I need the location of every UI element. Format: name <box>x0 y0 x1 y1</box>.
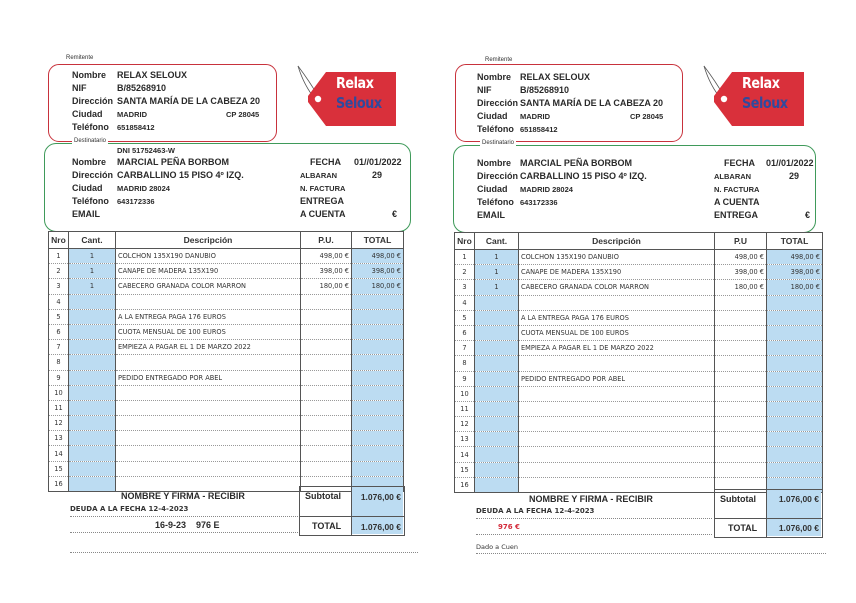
row-number: 14 <box>49 446 69 461</box>
logo-text-seloux: Seloux <box>742 94 788 112</box>
col-header-cant: Cant. <box>69 232 116 249</box>
firma-label: NOMBRE Y FIRMA - RECIBIR <box>121 491 245 501</box>
description-cell <box>519 356 715 371</box>
table-row <box>455 371 823 386</box>
description-cell: CABECERO GRANADA COLOR MARRON <box>519 280 715 295</box>
line-total-cell <box>767 356 823 371</box>
total-label: TOTAL <box>728 523 758 533</box>
destinatario-telefono: 643172336 <box>520 198 558 207</box>
unit-price-cell <box>715 447 767 462</box>
line-total-cell <box>767 341 823 356</box>
table-row <box>455 265 823 280</box>
handwritten-note: 976 € <box>498 523 520 531</box>
table-row <box>455 310 823 325</box>
remitente-ciudad-label: Ciudad <box>72 109 103 119</box>
row-number: 2 <box>49 264 69 279</box>
destinatario-telefono-label: Teléfono <box>477 197 514 207</box>
description-cell: COLCHON 135X190 DANUBIO <box>519 250 715 265</box>
unit-price-cell <box>715 356 767 371</box>
row-number: 9 <box>455 371 475 386</box>
row-number: 2 <box>455 265 475 280</box>
table-row <box>455 341 823 356</box>
table-row <box>455 432 823 447</box>
remitente-telefono-label: Teléfono <box>72 122 109 132</box>
remitente-nif: B/85268910 <box>520 85 570 95</box>
line-total-cell <box>767 310 823 325</box>
quantity-cell: 1 <box>475 280 519 295</box>
items-table <box>454 232 823 493</box>
remitente-direccion: SANTA MARÍA DE LA CABEZA 20 <box>117 96 261 106</box>
destinatario-direccion: CARBALLINO 15 PISO 4º IZQ. <box>520 171 647 181</box>
fecha-label: FECHA <box>724 158 755 168</box>
row-number: 12 <box>455 417 475 432</box>
remitente-nombre-label: Nombre <box>477 72 512 82</box>
remitente-ciudad: MADRID <box>520 112 550 121</box>
line-total-cell <box>767 371 823 386</box>
row-number: 4 <box>49 294 69 309</box>
row-number: 15 <box>455 462 475 477</box>
row-number: 10 <box>455 386 475 401</box>
unit-price-cell: 180,00 € <box>301 279 352 294</box>
remitente-nombre: RELAX SELOUX <box>117 70 188 80</box>
destinatario-email-label: EMAIL <box>477 210 505 220</box>
destinatario-ciudad-label: Ciudad <box>477 184 508 194</box>
destinatario-dni: DNI 51752463-W <box>117 146 175 155</box>
description-cell <box>519 462 715 477</box>
row-number: 8 <box>49 355 69 370</box>
line-total-cell <box>767 401 823 416</box>
fecha-label: FECHA <box>310 157 341 167</box>
description-cell: CABECERO GRANADA COLOR MARRON <box>116 279 301 294</box>
fecha-value: 01//01/2022 <box>354 157 402 167</box>
col-header-pu: P.U <box>715 233 767 250</box>
unit-price-cell <box>715 341 767 356</box>
description-cell: EMPIEZA A PAGAR EL 1 DE MARZO 2022 <box>519 341 715 356</box>
quantity-cell <box>475 295 519 310</box>
description-cell: A LA ENTREGA PAGA 176 EUROS <box>116 309 301 324</box>
unit-price-cell <box>715 371 767 386</box>
quantity-cell <box>475 386 519 401</box>
table-row <box>455 325 823 340</box>
quantity-cell <box>475 462 519 477</box>
table-row <box>455 295 823 310</box>
total-value: 1.076,00 € <box>360 522 401 532</box>
unit-price-cell: 498,00 € <box>715 250 767 265</box>
deuda-line <box>476 518 712 519</box>
row-number: 1 <box>455 250 475 265</box>
unit-price-cell: 398,00 € <box>715 265 767 280</box>
row-number: 16 <box>49 476 69 491</box>
table-row <box>455 250 823 265</box>
albaran-label: ALBARAN <box>714 172 752 181</box>
row-number: 3 <box>49 279 69 294</box>
dado-line <box>476 553 826 554</box>
albaran-label: ALBARAN <box>300 171 338 180</box>
quantity-cell <box>475 356 519 371</box>
logo-text-seloux: Seloux <box>336 94 382 112</box>
subtotal-value: 1.076,00 € <box>778 494 819 504</box>
table-row <box>455 462 823 477</box>
subtotal-label: Subtotal <box>720 494 756 504</box>
firma-label: NOMBRE Y FIRMA - RECIBIR <box>529 494 653 504</box>
quantity-cell <box>475 401 519 416</box>
line-total-cell <box>767 432 823 447</box>
description-cell <box>519 477 715 492</box>
unit-price-cell: 180,00 € <box>715 280 767 295</box>
remitente-nif: B/85268910 <box>117 83 167 93</box>
remitente-ciudad: MADRID <box>117 110 147 119</box>
col-header-descripcion: Descripción <box>519 233 715 250</box>
row-number: 7 <box>455 341 475 356</box>
table-header-row <box>455 233 823 250</box>
row-number: 16 <box>455 477 475 492</box>
remitente-telefono-label: Teléfono <box>477 124 514 134</box>
description-cell: A LA ENTREGA PAGA 176 EUROS <box>519 310 715 325</box>
description-cell <box>519 417 715 432</box>
row-number: 6 <box>455 325 475 340</box>
quantity-cell: 1 <box>475 250 519 265</box>
row-number: 12 <box>49 416 69 431</box>
remitente-nombre: RELAX SELOUX <box>520 72 591 82</box>
remitente-label: Remitente <box>66 55 94 61</box>
col-header-total: TOTAL <box>352 232 404 249</box>
remitente-label: Remitente <box>485 57 513 63</box>
destinatario-nombre-label: Nombre <box>72 157 107 167</box>
a-cuenta-value: € <box>392 209 398 219</box>
description-cell <box>519 386 715 401</box>
row-number: 14 <box>455 447 475 462</box>
destinatario-label: Destinatario <box>482 140 515 146</box>
unit-price-cell <box>715 325 767 340</box>
description-cell <box>519 401 715 416</box>
line-total-cell: 498,00 € <box>767 250 823 265</box>
quantity-cell <box>475 477 519 492</box>
line-total-cell: 398,00 € <box>767 265 823 280</box>
remitente-telefono: 651858412 <box>520 125 558 134</box>
row-number: 3 <box>455 280 475 295</box>
destinatario-telefono: 643172336 <box>117 197 155 206</box>
logo-text-relax: Relax <box>742 74 780 92</box>
remitente-cp: CP 28045 <box>630 112 664 121</box>
entrega-label: ENTREGA <box>300 196 345 206</box>
col-header-pu: P.U. <box>301 232 352 249</box>
col-header-nro: Nro <box>49 232 69 249</box>
quantity-cell: 1 <box>69 249 116 264</box>
albaran-value: 29 <box>789 171 800 181</box>
unit-price-cell <box>715 401 767 416</box>
description-cell: EMPIEZA A PAGAR EL 1 DE MARZO 2022 <box>116 340 301 355</box>
row-number: 8 <box>455 356 475 371</box>
destinatario-email-label: EMAIL <box>72 209 100 219</box>
row-number: 1 <box>49 249 69 264</box>
col-header-descripcion: Descripción <box>116 232 301 249</box>
description-cell: PEDIDO ENTREGADO POR ABEL <box>519 371 715 386</box>
description-cell: CUOTA MENSUAL DE 100 EUROS <box>116 324 301 339</box>
destinatario-telefono-label: Teléfono <box>72 196 109 206</box>
table-row <box>455 356 823 371</box>
description-cell <box>519 295 715 310</box>
row-number: 13 <box>49 431 69 446</box>
entrega-label: ENTREGA <box>714 210 759 220</box>
note-line <box>476 534 712 535</box>
row-number: 5 <box>49 309 69 324</box>
destinatario-ciudad: MADRID 28024 <box>117 184 170 193</box>
unit-price-cell <box>715 310 767 325</box>
row-number: 6 <box>49 324 69 339</box>
description-cell: PEDIDO ENTREGADO POR ABEL <box>116 370 301 385</box>
unit-price-cell <box>715 432 767 447</box>
line-total-cell <box>767 386 823 401</box>
description-cell: CANAPE DE MADERA 135X190 <box>116 264 301 279</box>
total-value: 1.076,00 € <box>778 523 819 533</box>
destinatario-ciudad: MADRID 28024 <box>520 185 573 194</box>
line-total-cell <box>767 417 823 432</box>
line-total-cell: 498,00 € <box>352 249 404 264</box>
line-total-cell: 180,00 € <box>767 280 823 295</box>
table-row <box>455 417 823 432</box>
row-number: 9 <box>49 370 69 385</box>
quantity-cell: 1 <box>69 279 116 294</box>
destinatario-ciudad-label: Ciudad <box>72 183 103 193</box>
remitente-direccion-label: Dirección <box>477 98 519 108</box>
row-number: 4 <box>455 295 475 310</box>
dado-a-cuenta-text: Dado a Cuen <box>476 543 518 551</box>
line-total-cell: 398,00 € <box>352 264 404 279</box>
factura-label: N. FACTURA <box>714 185 760 194</box>
description-cell: CANAPE DE MADERA 135X190 <box>519 265 715 280</box>
remitente-direccion-label: Dirección <box>72 96 114 106</box>
factura-label: N. FACTURA <box>300 184 346 193</box>
unit-price-cell: 498,00 € <box>301 249 352 264</box>
remitente-nif-label: NIF <box>72 83 87 93</box>
unit-price-cell <box>715 295 767 310</box>
table-row <box>455 447 823 462</box>
table-row <box>455 280 823 295</box>
subtotal-label: Subtotal <box>305 491 341 501</box>
total-label: TOTAL <box>312 521 342 531</box>
table-row <box>455 401 823 416</box>
handwritten-note: 16-9-23 976 E <box>155 520 220 530</box>
logo-text-relax: Relax <box>336 74 374 92</box>
line-total-cell <box>767 325 823 340</box>
unit-price-cell: 398,00 € <box>301 264 352 279</box>
remitente-nif-label: NIF <box>477 85 492 95</box>
subtotal-value: 1.076,00 € <box>360 492 401 502</box>
col-header-nro: Nro <box>455 233 475 250</box>
remitente-ciudad-label: Ciudad <box>477 111 508 121</box>
row-number: 15 <box>49 461 69 476</box>
quantity-cell <box>475 310 519 325</box>
destinatario-direccion-label: Dirección <box>72 170 114 180</box>
quantity-cell <box>475 417 519 432</box>
line-total-cell: 180,00 € <box>352 279 404 294</box>
a-cuenta-label: A CUENTA <box>300 209 346 219</box>
description-cell: CUOTA MENSUAL DE 100 EUROS <box>519 325 715 340</box>
destinatario-direccion: CARBALLINO 15 PISO 4º IZQ. <box>117 170 244 180</box>
line-total-cell <box>767 447 823 462</box>
remitente-direccion: SANTA MARÍA DE LA CABEZA 20 <box>520 98 664 108</box>
relax-seloux-logo <box>696 62 808 132</box>
entrega-value: € <box>805 210 811 220</box>
row-number: 7 <box>49 340 69 355</box>
quantity-cell <box>475 341 519 356</box>
col-header-cant: Cant. <box>475 233 519 250</box>
row-number: 10 <box>49 385 69 400</box>
unit-price-cell <box>715 417 767 432</box>
row-number: 5 <box>455 310 475 325</box>
line-total-cell <box>767 295 823 310</box>
unit-price-cell <box>715 386 767 401</box>
a-cuenta-label: A CUENTA <box>714 197 760 207</box>
remitente-telefono: 651858412 <box>117 123 155 132</box>
destinatario-nombre: MARCIAL PEÑA BORBOM <box>520 158 632 168</box>
col-header-total: TOTAL <box>767 233 823 250</box>
quantity-cell <box>475 447 519 462</box>
unit-price-cell <box>715 462 767 477</box>
albaran-value: 29 <box>372 170 383 180</box>
fecha-value: 01//01/2022 <box>766 158 814 168</box>
deuda-text: DEUDA A LA FECHA 12-4-2023 <box>476 507 595 515</box>
deuda-text: DEUDA A LA FECHA 12-4-2023 <box>70 505 189 513</box>
table-row <box>455 386 823 401</box>
quantity-cell <box>475 432 519 447</box>
quantity-cell: 1 <box>475 265 519 280</box>
quantity-cell <box>475 325 519 340</box>
row-number: 13 <box>455 432 475 447</box>
remitente-cp: CP 28045 <box>226 110 260 119</box>
quantity-cell <box>475 371 519 386</box>
line-total-cell <box>767 462 823 477</box>
row-number: 11 <box>455 401 475 416</box>
description-cell <box>519 432 715 447</box>
destinatario-nombre: MARCIAL PEÑA BORBOM <box>117 157 229 167</box>
description-cell <box>519 447 715 462</box>
row-number: 11 <box>49 400 69 415</box>
quantity-cell: 1 <box>69 264 116 279</box>
remitente-nombre-label: Nombre <box>72 70 107 80</box>
destinatario-label: Destinatario <box>74 138 107 144</box>
destinatario-direccion-label: Dirección <box>477 171 519 181</box>
destinatario-nombre-label: Nombre <box>477 158 512 168</box>
description-cell: COLCHON 135X190 DANUBIO <box>116 249 301 264</box>
